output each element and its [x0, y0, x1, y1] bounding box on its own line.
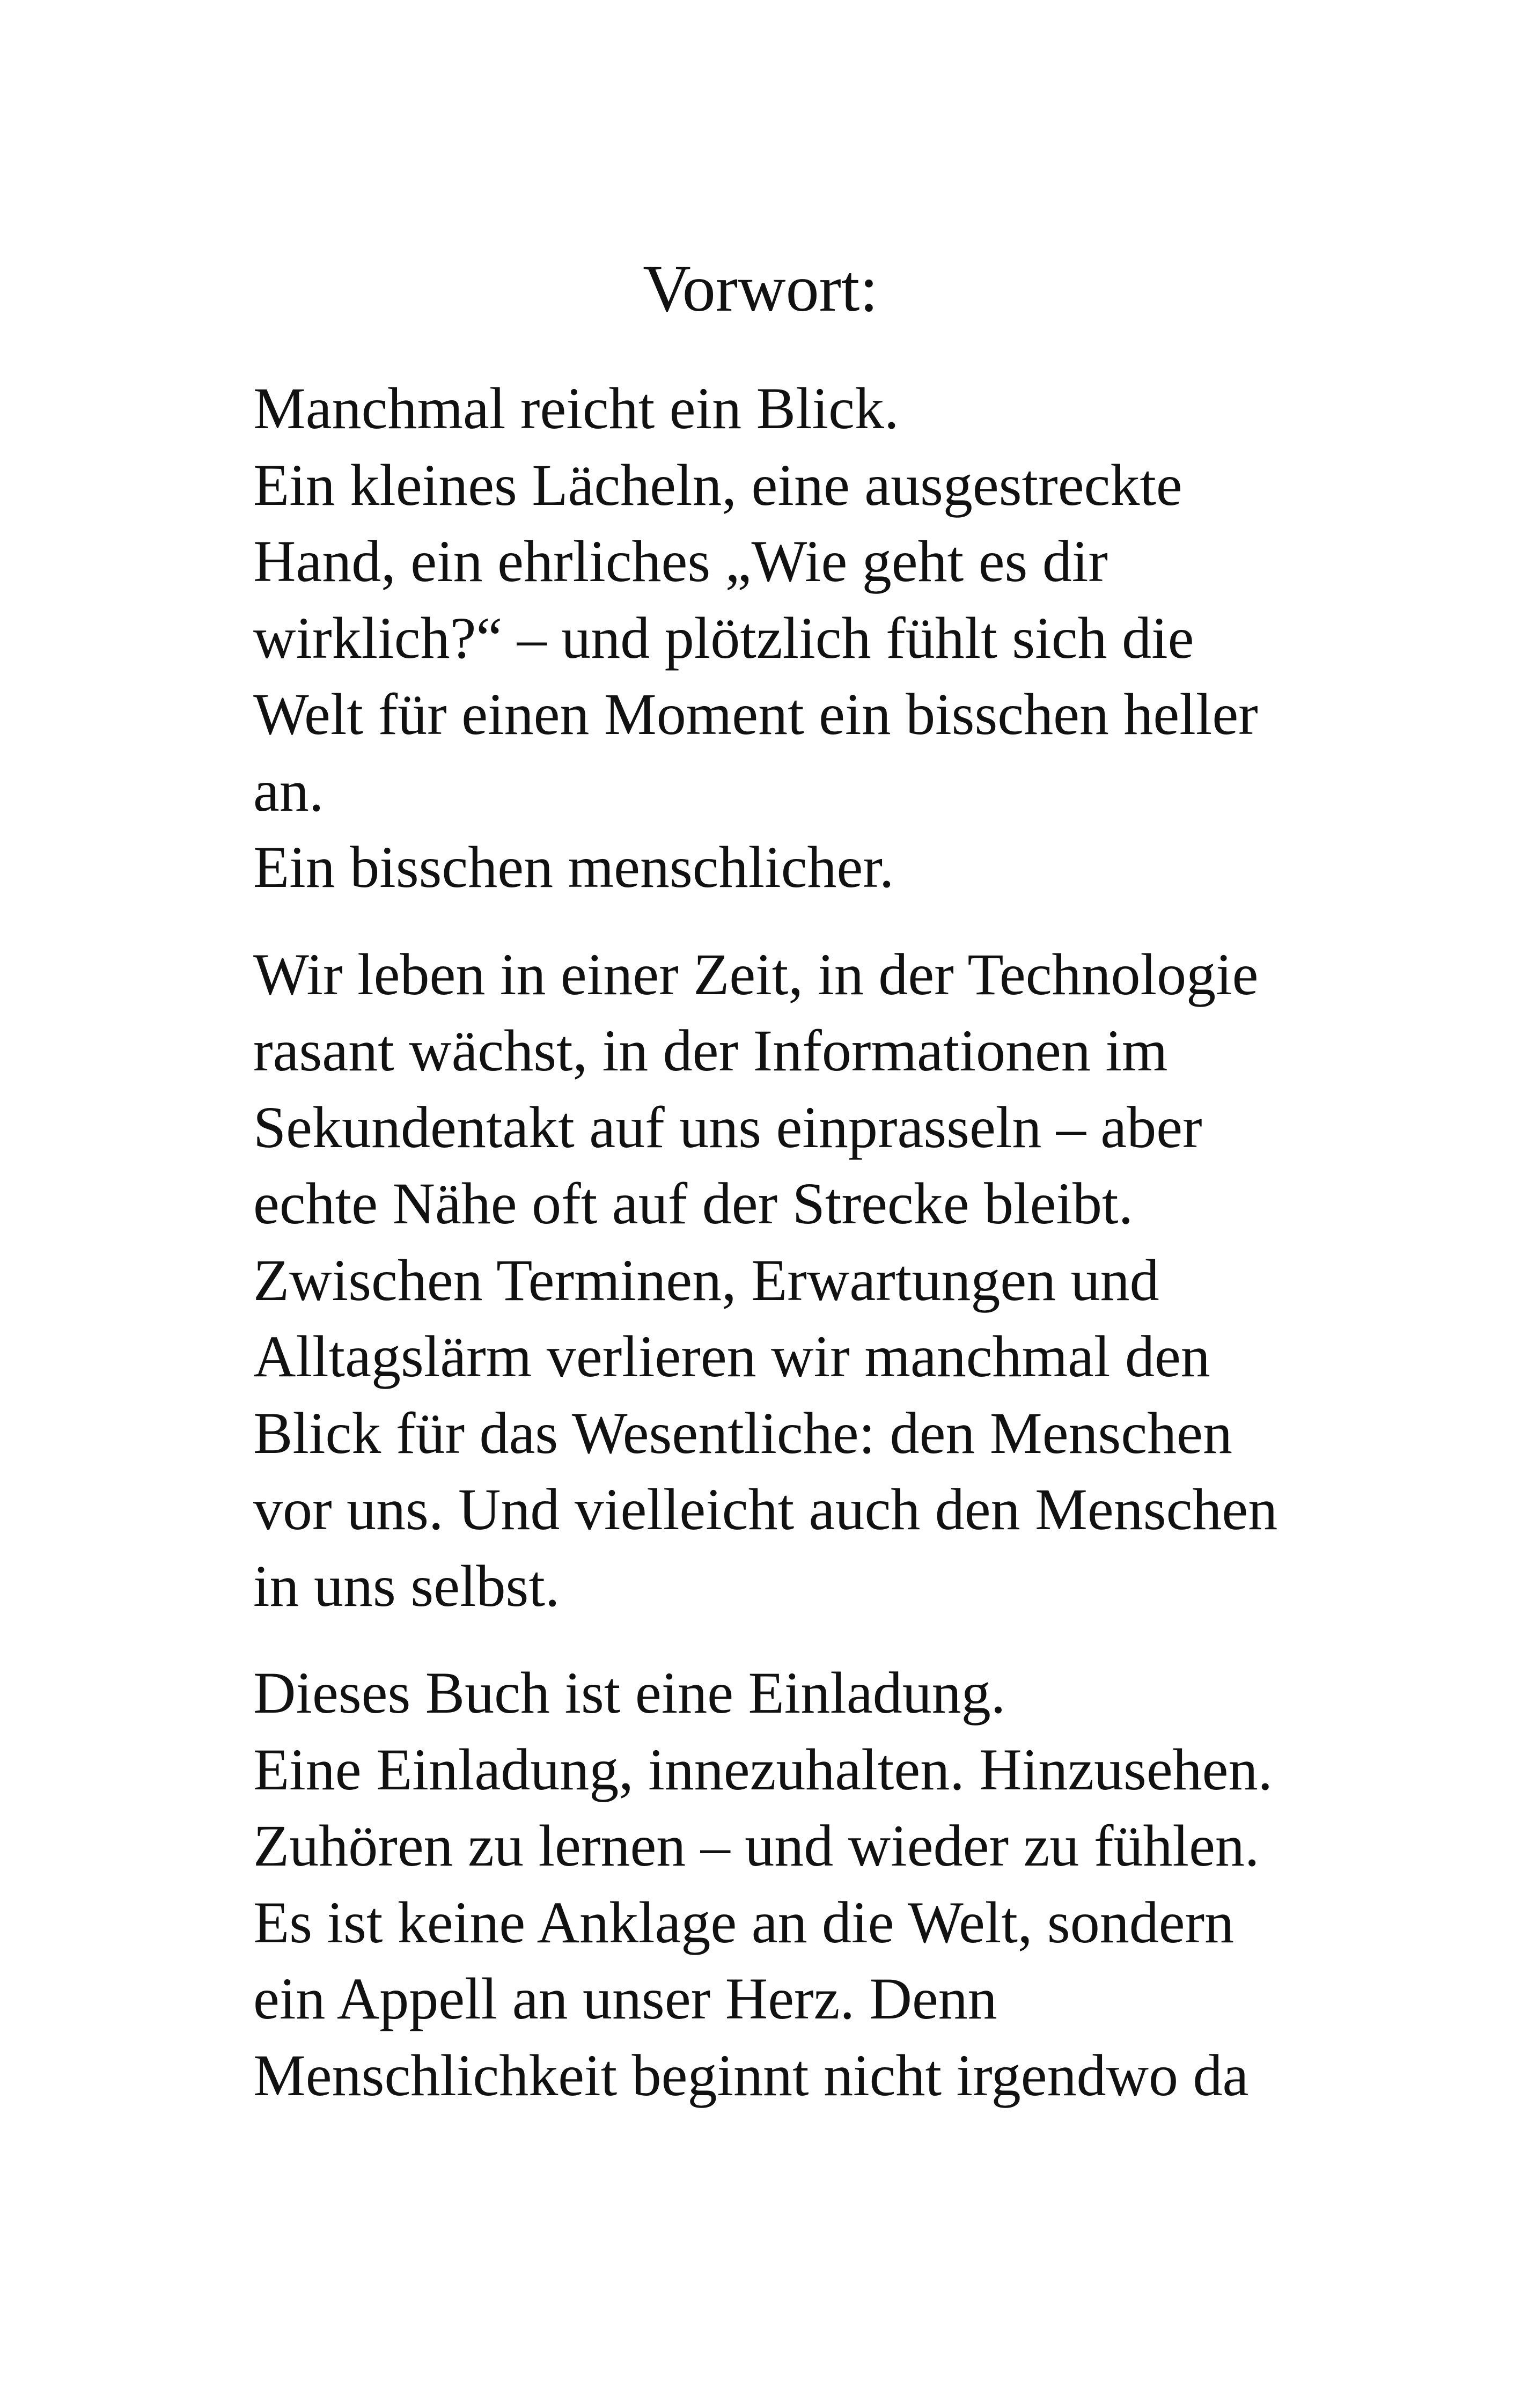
paragraph-2: [253, 936, 1305, 1625]
paragraph-spacer: [253, 1624, 1305, 1655]
text-line: in uns selbst.: [253, 1553, 560, 1619]
text-line: rasant wächst, in der Informationen im: [253, 1018, 1168, 1083]
text-line: Sekundentakt auf uns einprasseln – aber: [253, 1094, 1202, 1160]
text-line: wirklich?“ – und plötzlich fühlt sich die: [253, 605, 1194, 671]
text-line: Ein bisschen menschlicher.: [253, 834, 894, 900]
text-line: Eine Einladung, innezuhalten. Hinzusehen.: [253, 1736, 1273, 1802]
text-line: ein Appell an unser Herz. Denn: [253, 1966, 997, 2031]
page-title: Vorwort:: [643, 252, 878, 325]
text-line: Zwischen Terminen, Erwartungen und: [253, 1247, 1159, 1313]
text-line: Welt für einen Moment ein bisschen heller: [253, 681, 1258, 747]
text-line: Zuhören zu lernen – und wieder zu fühlen.: [253, 1813, 1260, 1878]
text-line: Alltagslärm verlieren wir manchmal den: [253, 1324, 1210, 1389]
text-line: Blick für das Wesentliche: den Menschen: [253, 1400, 1232, 1466]
text-line: Manchmal reicht ein Blick.: [253, 376, 899, 441]
text-line: an.: [253, 758, 324, 824]
body-text: [253, 370, 1305, 2113]
text-line: Hand, ein ehrliches „Wie geht es dir: [253, 528, 1108, 594]
text-line: vor uns. Und vielleicht auch den Menschen: [253, 1477, 1278, 1542]
paragraph-1: [253, 370, 1305, 906]
text-line: Es ist keine Anklage an die Welt, sondern: [253, 1889, 1235, 1955]
text-line: Menschlichkeit beginnt nicht irgendwo da: [253, 2042, 1249, 2108]
text-line: echte Nähe oft auf der Strecke bleibt.: [253, 1171, 1134, 1236]
text-line: Wir leben in einer Zeit, in der Technologie: [253, 941, 1259, 1007]
text-line: Ein kleines Lächeln, eine ausgestreckte: [253, 452, 1182, 518]
paragraph-3: [253, 1655, 1305, 2113]
paragraph-spacer: [253, 906, 1305, 936]
text-line: Dieses Buch ist eine Einladung.: [253, 1660, 1006, 1726]
